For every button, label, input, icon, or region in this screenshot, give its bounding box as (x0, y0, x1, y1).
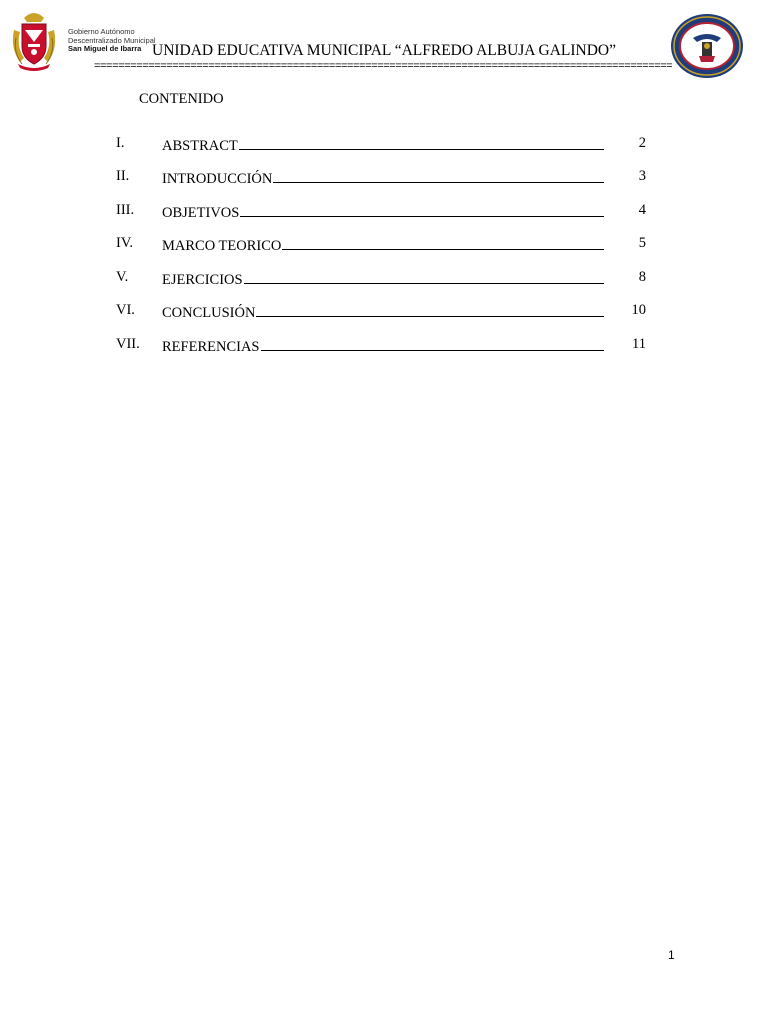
toc-heading: CONTENIDO (139, 91, 224, 107)
toc-item[interactable] (116, 168, 646, 188)
toc-item[interactable] (116, 269, 646, 289)
toc-item-page: 5 (638, 235, 646, 251)
toc-item-page: 8 (638, 269, 646, 285)
header-separator: ================================================================================================ (94, 60, 672, 72)
toc-item-number: III. (116, 202, 135, 218)
toc-item-page: 11 (632, 336, 646, 352)
toc-leader-line (244, 269, 604, 284)
municipality-line-2: Descentralizado Municipal (68, 35, 156, 45)
toc-item-number: VI. (116, 302, 135, 318)
toc-item-page: 2 (638, 135, 646, 151)
coat-of-arms-icon (10, 8, 58, 72)
toc-leader-line (282, 235, 604, 250)
toc-leader-line (240, 202, 604, 217)
toc-item-number: V. (116, 269, 129, 285)
toc-item-title: ABSTRACT (162, 138, 238, 154)
municipality-name (68, 28, 156, 54)
toc-item-title: MARCO TEORICO (162, 238, 282, 254)
toc-item-page: 10 (631, 302, 646, 318)
school-seal (669, 12, 745, 80)
school-seal-icon (669, 12, 745, 80)
toc-item-title: REFERENCIAS (162, 339, 260, 355)
toc-item[interactable] (116, 202, 646, 222)
toc-item[interactable] (116, 336, 646, 356)
toc-leader-line (273, 168, 604, 183)
toc-item[interactable] (116, 135, 646, 155)
toc-item[interactable] (116, 235, 646, 255)
toc-item-title: INTRODUCCIÓN (162, 171, 273, 187)
toc-item-number: II. (116, 168, 130, 184)
toc-item-page: 3 (638, 168, 646, 184)
toc-item-number: I. (116, 135, 125, 151)
toc-item-title: CONCLUSIÓN (162, 305, 256, 321)
municipality-line-3: San Miguel de Ibarra (68, 44, 142, 53)
page-number: 1 (668, 948, 675, 962)
toc-item-page: 4 (638, 202, 646, 218)
toc-item-number: VII. (116, 336, 140, 352)
school-title: UNIDAD EDUCATIVA MUNICIPAL “ALFREDO ALBUJA GALINDO” (152, 42, 616, 59)
toc-item-title: EJERCICIOS (162, 272, 243, 288)
toc-item-number: IV. (116, 235, 134, 251)
toc-item[interactable] (116, 302, 646, 322)
toc-leader-line (261, 336, 605, 351)
toc-leader-line (239, 135, 604, 150)
toc-leader-line (256, 302, 604, 317)
municipality-line-1: Gobierno Autónomo (68, 27, 135, 36)
toc-item-title: OBJETIVOS (162, 205, 240, 221)
